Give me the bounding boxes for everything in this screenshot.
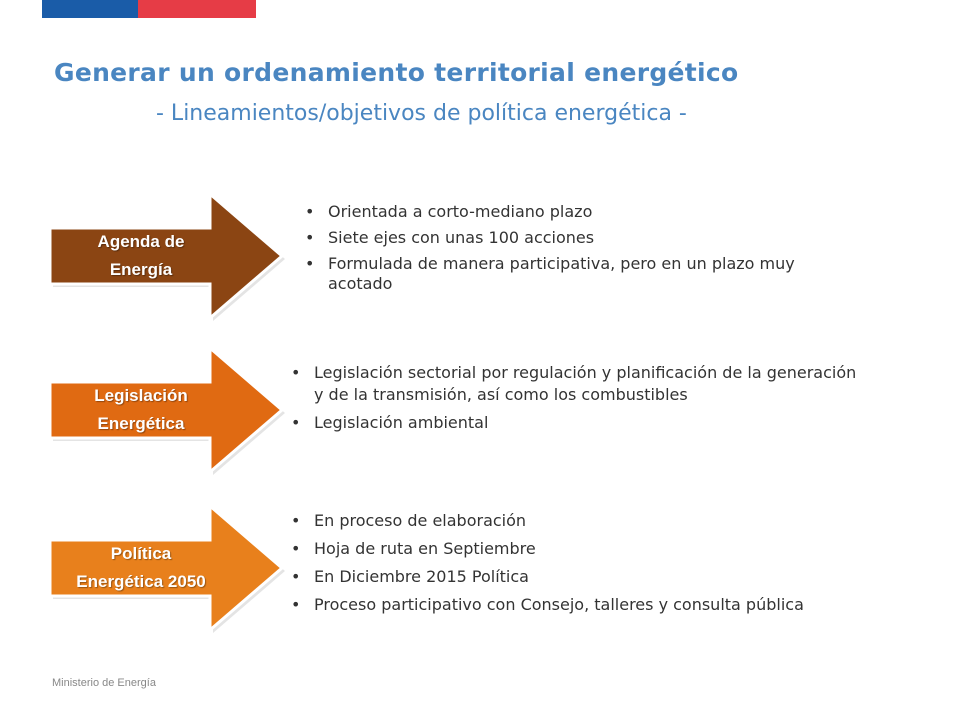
list-item: • Legislación ambiental <box>288 412 868 434</box>
arrow-label-line1: Agenda de <box>97 232 185 251</box>
list-item: • Hoja de ruta en Septiembre <box>288 538 868 560</box>
bullet-list-agenda <box>302 202 822 300</box>
list-item: • Legislación sectorial por regulación y planificación de la generación y de la transmisión, así como los combustibles <box>288 362 868 406</box>
list-item: • Siete ejes con unas 100 acciones <box>302 228 822 248</box>
arrow-label-agenda <box>48 228 234 284</box>
arrow-agenda-energia <box>48 190 288 322</box>
footer-ministry: Ministerio de Energía <box>52 677 156 689</box>
arrow-label-line2: Energética <box>97 414 185 433</box>
page-subtitle: - Lineamientos/objetivos de política energética - <box>156 101 687 126</box>
list-item: • En proceso de elaboración <box>288 510 868 532</box>
arrow-label-politica <box>48 540 234 596</box>
arrow-label-line2: Energética 2050 <box>76 572 206 591</box>
arrow-label-legislacion <box>48 382 234 438</box>
arrow-politica-energetica-2050 <box>48 502 288 634</box>
arrow-label-line1: Legislación <box>94 386 188 405</box>
page-title: Generar un ordenamiento territorial energético <box>54 58 739 87</box>
arrow-label-line1: Política <box>110 544 172 563</box>
list-item: • En Diciembre 2015 Política <box>288 566 868 588</box>
list-item: • Formulada de manera participativa, pero en un plazo muy acotado <box>302 254 822 294</box>
flag-bar-blue <box>42 0 138 18</box>
flag-bar-red <box>138 0 256 18</box>
list-item: • Orientada a corto-mediano plazo <box>302 202 822 222</box>
bullet-list-politica <box>288 510 868 622</box>
list-item: • Proceso participativo con Consejo, talleres y consulta pública <box>288 594 868 616</box>
arrow-legislacion-energetica <box>48 344 288 476</box>
bullet-list-legislacion <box>288 362 868 440</box>
arrow-label-line2: Energía <box>109 260 173 279</box>
